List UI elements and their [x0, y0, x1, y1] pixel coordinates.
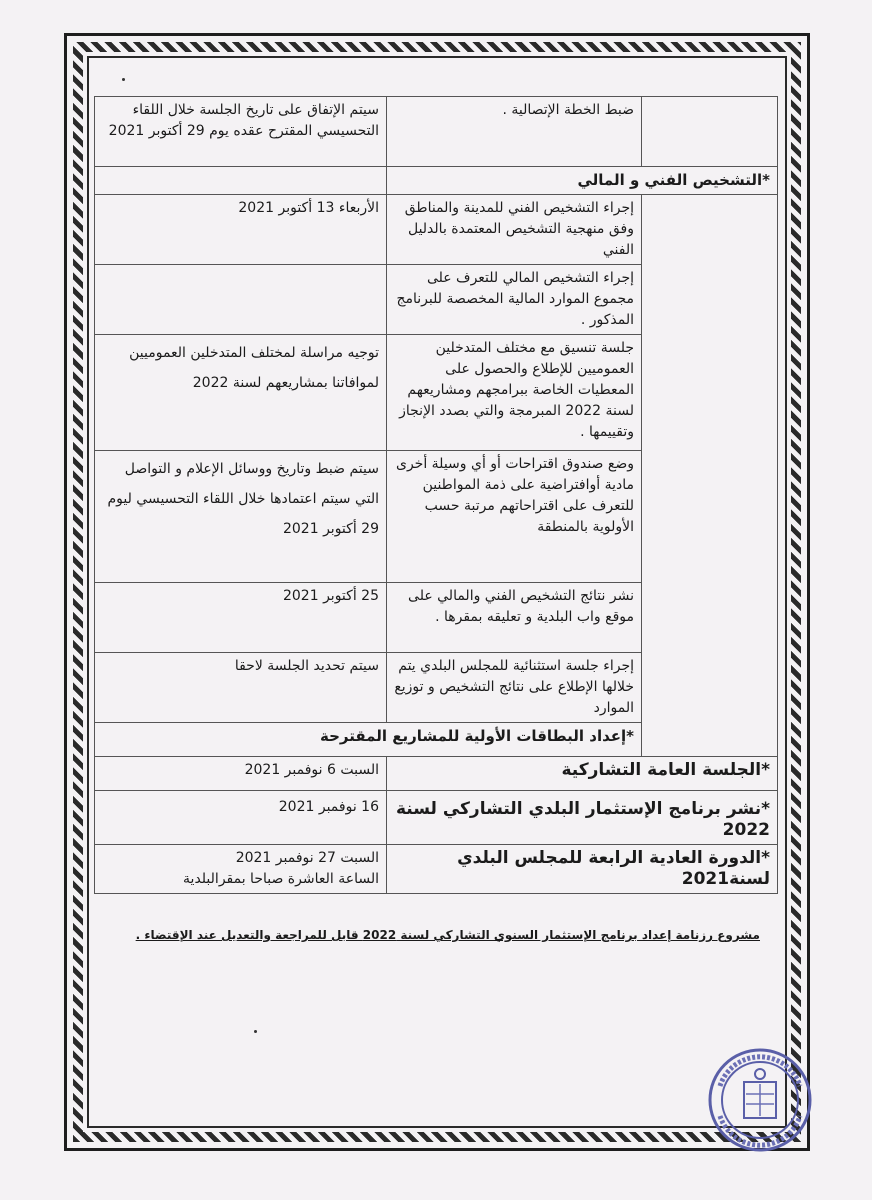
cell-date: سيتم الإتفاق على تاريخ الجلسة خلال اللقاء التحسيسي المقترح عقده يوم 29 أكتوبر 2021	[95, 97, 387, 167]
section-heading: *إعداد البطاقات الأولية للمشاريع المقترحة	[95, 723, 642, 757]
cell-date	[95, 265, 387, 335]
table-row	[95, 195, 778, 265]
cell-milestone: *الجلسة العامة التشاركية	[387, 757, 778, 791]
table-row	[95, 845, 778, 894]
cell-activity: نشر نتائج التشخيص الفني والمالي على موقع واب البلدية و تعليقه بمقرها .	[387, 583, 642, 653]
cell-date: السبت 6 نوفمبر 2021	[95, 757, 387, 791]
table-row	[95, 757, 778, 791]
cell-milestone: *نشر برنامج الإستثمار البلدي التشاركي لسنة 2022	[387, 791, 778, 845]
cell-date: 16 نوفمبر 2021	[95, 791, 387, 845]
cell-activity: ضبط الخطة الإتصالية .	[387, 97, 642, 167]
footnote: مشروع رزنامة إعداد برنامج الإستثمار السنوي التشاركي لسنة 2022 قابل للمراجعة والتعديل عند الإقتضاء .	[135, 928, 760, 942]
scan-speck	[254, 1030, 257, 1033]
cell-date: توجيه مراسلة لمختلف المتدخلين العموميين لموافاتنا بمشاريعهم لسنة 2022	[95, 335, 387, 451]
table-row	[95, 167, 778, 195]
table-row	[95, 97, 778, 167]
cell-activity: وضع صندوق اقتراحات أو أي وسيلة أخرى مادية أوافتراضية على ذمة المواطنين للتعرف على اقتراحاتهم مرتبة حسب الأولوية بالمنطقة	[387, 451, 642, 583]
cell-date: سيتم تحديد الجلسة لاحقا	[95, 653, 387, 723]
date-line: السبت 27 نوفمبر 2021	[235, 850, 379, 866]
schedule-table	[94, 96, 778, 894]
cell-activity: جلسة تنسيق مع مختلف المتدخلين العموميين للإطلاع والحصول على المعطيات الخاصة ببرامجهم ومشاريعهم لسنة 2022 المبرمجة والتي بصدد الإنجاز وتقييمها .	[387, 335, 642, 451]
cell-phase	[642, 97, 778, 167]
scan-speck	[122, 78, 125, 81]
cell-date: الأربعاء 13 أكتوبر 2021	[95, 195, 387, 265]
time-location-line: الساعة العاشرة صباحا بمقرالبلدية	[183, 871, 379, 887]
cell-date	[95, 845, 387, 894]
municipal-seal-icon	[706, 1046, 814, 1154]
cell-phase-merged	[642, 195, 778, 757]
cell-empty	[95, 167, 387, 195]
table-row	[95, 791, 778, 845]
section-heading: *التشخيص الفني و المالي	[387, 167, 778, 195]
cell-date: 25 أكتوبر 2021	[95, 583, 387, 653]
cell-activity: إجراء التشخيص المالي للتعرف على مجموع الموارد المالية المخصصة للبرنامج المذكور .	[387, 265, 642, 335]
cell-activity: إجراء التشخيص الفني للمدينة والمناطق وفق منهجية التشخيص المعتمدة بالدليل الفني	[387, 195, 642, 265]
cell-activity: إجراء جلسة استثنائية للمجلس البلدي يتم خلالها الإطلاع على نتائج التشخيص و توزيع الموارد	[387, 653, 642, 723]
cell-date: سيتم ضبط وتاريخ ووسائل الإعلام و التواصل التي سيتم اعتمادها خلال اللقاء التحسيسي ليوم 29 أكتوبر 2021	[95, 451, 387, 583]
cell-milestone: *الدورة العادية الرابعة للمجلس البلدي لسنة2021	[387, 845, 778, 894]
